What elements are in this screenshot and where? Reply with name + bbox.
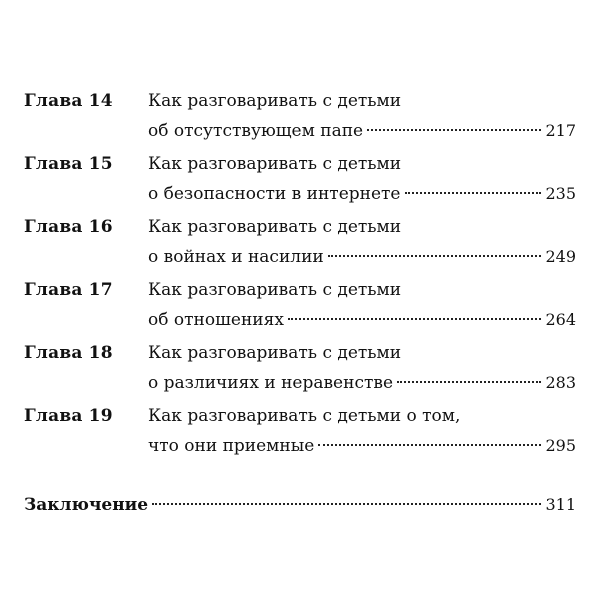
chapter-subtitle: об отсутствующем папе xyxy=(148,121,364,141)
chapter-subtitle-row xyxy=(148,242,576,272)
chapter-title: Как разговаривать с детьми о том, xyxy=(148,406,461,426)
dot-leader xyxy=(405,192,542,194)
chapter-subtitle-row xyxy=(148,116,576,146)
dot-leader xyxy=(318,444,541,446)
chapter-label: Глава 18 xyxy=(24,343,113,363)
chapter-label: Глава 17 xyxy=(24,280,113,300)
chapter-subtitle: о войнах и насилии xyxy=(148,247,324,267)
chapter-title: Как разговаривать с детьми xyxy=(148,343,402,363)
chapter-subtitle: о безопасности в интернете xyxy=(148,184,401,204)
chapter-title: Как разговаривать с детьми xyxy=(148,280,402,300)
chapter-subtitle: об отношениях xyxy=(148,310,284,330)
dot-leader xyxy=(288,318,542,320)
chapter-label: Глава 19 xyxy=(24,406,113,426)
dot-leader xyxy=(397,381,541,383)
page-number: 235 xyxy=(545,184,576,203)
chapter-title: Как разговаривать с детьми xyxy=(148,91,402,111)
chapter-subtitle-row xyxy=(148,305,576,335)
chapter-title: Как разговаривать с детьми xyxy=(148,154,402,174)
conclusion-label: Заключение xyxy=(24,495,149,515)
chapter-subtitle-row xyxy=(148,368,576,398)
chapter-subtitle: что они приемные xyxy=(148,436,315,456)
chapter-subtitle-row xyxy=(148,179,576,209)
chapter-title: Как разговаривать с детьми xyxy=(148,217,402,237)
page-number: 295 xyxy=(545,436,576,455)
dot-leader xyxy=(328,255,542,257)
page-number: 283 xyxy=(545,373,576,392)
chapter-subtitle-row xyxy=(148,431,576,461)
page-number: 217 xyxy=(545,121,576,140)
chapter-label: Глава 15 xyxy=(24,154,113,174)
page-number: 264 xyxy=(545,310,576,329)
page-number: 249 xyxy=(545,247,576,266)
chapter-label: Глава 14 xyxy=(24,91,113,111)
toc-entry-conclusion xyxy=(24,490,576,520)
page-number: 311 xyxy=(545,495,576,514)
chapter-subtitle: о различиях и неравенстве xyxy=(148,373,394,393)
chapter-label: Глава 16 xyxy=(24,217,113,237)
dot-leader xyxy=(367,129,541,131)
dot-leader xyxy=(152,503,541,505)
